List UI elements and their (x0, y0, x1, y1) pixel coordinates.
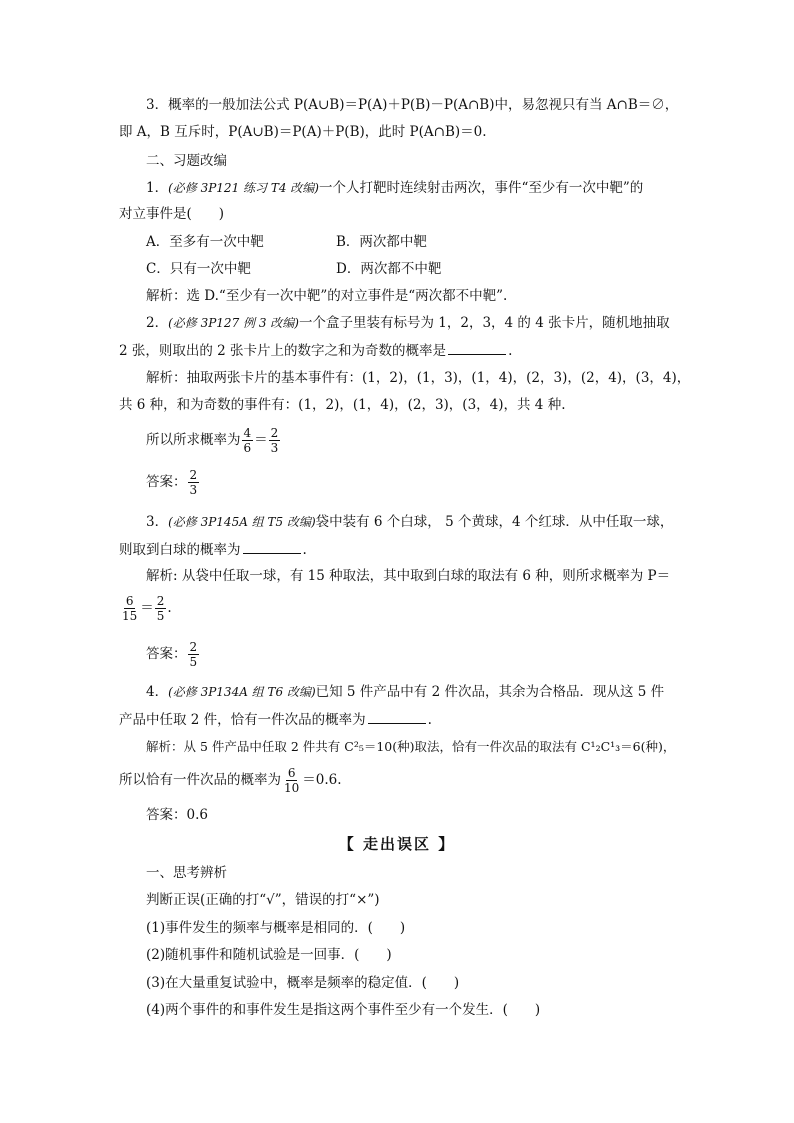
q4-source: (必修 3P134A 组 T6 改编) (168, 685, 316, 699)
q2-text2: 2 张，则取出的 2 张卡片上的数字之和为奇数的概率是 (119, 343, 447, 359)
q4-analysis-end: ＝0.6. (302, 772, 342, 788)
answer-label: 答案： (146, 474, 187, 490)
q4-line2 (119, 709, 432, 730)
q2-analysis-line2: 共 6 种，和为奇数的事件有：(1，2)，(1，4)，(2，3)，(3，4)，共 4 种. (119, 397, 566, 413)
q4-text1: 已知 5 件产品中有 2 件次品，其余为合格品．现从这 5 件 (315, 684, 665, 700)
numerator: 2 (156, 594, 165, 608)
denominator: 10 (284, 781, 300, 795)
q4-analysis-line2 (119, 766, 342, 795)
q2-source: (必修 3P127 例 3 改编) (168, 316, 299, 330)
q3-line1 (146, 512, 673, 532)
q3-source: (必修 3P145A 组 T5 改编) (168, 515, 316, 529)
answer-label: 答案： (146, 646, 187, 662)
numerator: 2 (270, 426, 279, 440)
q2-fraction-1 (242, 426, 254, 455)
q1-source: (必修 3P121 练习 T4 改编) (168, 181, 319, 195)
judge-intro: 判断正误(正确的打“√”，错误的打“×”) (146, 892, 380, 908)
q3-answer (146, 640, 200, 669)
q1-option-b: B．两次都中靶 (336, 234, 427, 250)
denominator: 3 (270, 441, 279, 455)
q4-analysis-line1: 解析：从 5 件产品中任取 2 件共有 C²₅＝10(种)取法，恰有一件次品的取法有 C¹₂C¹₃＝6(种)， (146, 739, 676, 754)
q2-prob-prefix: 所以所求概率为 (146, 432, 241, 448)
section2-title: 二、习题改编 (146, 153, 227, 169)
q4-text2-end: . (427, 712, 432, 728)
q2-probability (146, 426, 281, 455)
sec1-title: 一、思考辨析 (146, 865, 227, 881)
denominator: 3 (189, 483, 198, 497)
q4-line1 (146, 682, 664, 702)
q3-analysis-line2 (119, 594, 172, 623)
section-heading: 【 走出误区 】 (338, 835, 456, 853)
q3-text2: 则取到白球的概率为 (119, 542, 241, 558)
q3-line2 (119, 539, 307, 560)
p3-line2: 即 A，B 互斥时，P(A∪B)＝P(A)＋P(B)，此时 P(A∩B)＝0. (119, 124, 487, 140)
judge-item-1: (1)事件发生的频率与概率是相同的．( ) (146, 920, 406, 936)
q3-answer-fraction (188, 640, 200, 669)
q2-analysis-line1: 解析：抽取两张卡片的基本事件有：(1，2)，(1，3)，(1，4)，(2，3)，(2，4)，(3，4)， (146, 370, 691, 386)
q2-num: 2． (146, 315, 169, 331)
q2-answer (146, 468, 200, 497)
q3-fraction-1 (120, 594, 139, 623)
q3-analysis-line1: 解析: 从袋中任取一球，有 15 种取法，其中取到白球的取法有 6 种，则所求概率为 P＝ (146, 568, 671, 584)
q4-fraction (282, 766, 301, 795)
q2-line1 (146, 313, 670, 333)
q4-text2: 产品中任取 2 件，恰有一件次品的概率为 (119, 712, 366, 728)
denominator: 6 (243, 441, 252, 455)
p3-line1: 3．概率的一般加法公式 P(A∪B)＝P(A)＋P(B)－P(A∩B)中，易忽视只有当 A∩B＝∅， (146, 97, 679, 113)
q1-option-c: C．只有一次中靶 (146, 261, 251, 277)
judge-item-2: (2)随机事件和随机试验是一回事．( ) (146, 947, 392, 963)
q4-answer: 答案：0.6 (146, 807, 208, 823)
q3-num: 3． (146, 514, 169, 530)
numerator: 6 (287, 766, 296, 780)
q1-line1 (146, 178, 643, 198)
denominator: 5 (189, 655, 198, 669)
q2-text1: 一个盒子里装有标号为 1，2，3，4 的 4 张卡片，随机地抽取 (298, 315, 670, 331)
q3-answer-blank (243, 539, 301, 554)
q2-fraction-2 (269, 426, 281, 455)
judge-item-3: (3)在大量重复试验中，概率是频率的稳定值．( ) (146, 975, 460, 991)
denominator: 5 (156, 609, 165, 623)
q2-text2-end: . (508, 343, 513, 359)
numerator: 2 (189, 640, 198, 654)
q1-option-d: D．两次都不中靶 (336, 261, 442, 277)
q1-analysis: 解析：选 D.“至少有一次中靶”的对立事件是“两次都不中靶”. (146, 288, 508, 304)
numerator: 6 (125, 594, 134, 608)
q3-fraction-2 (155, 594, 167, 623)
numerator: 4 (243, 426, 252, 440)
q2-answer-fraction (188, 468, 200, 497)
q2-answer-blank (448, 340, 506, 355)
equals: ＝ (140, 600, 154, 616)
q1-option-a: A．至多有一次中靶 (146, 234, 264, 250)
q1-num: 1． (146, 180, 169, 196)
q4-num: 4． (146, 684, 169, 700)
q2-line2 (119, 340, 512, 361)
q3-text1: 袋中装有 6 个白球， 5 个黄球，4 个红球．从中任取一球， (315, 514, 674, 530)
denominator: 15 (122, 609, 138, 623)
q1-text1: 一个人打靶时连续射击两次，事件“至少有一次中靶”的 (318, 180, 644, 196)
q1-line2: 对立事件是( ) (119, 206, 225, 222)
judge-item-4: (4)两个事件的和事件发生是指这两个事件至少有一个发生．( ) (146, 1002, 541, 1018)
equals: ＝ (254, 432, 268, 448)
q4-analysis-prefix: 所以恰有一件次品的概率为 (119, 772, 281, 788)
q3-end: . (167, 600, 172, 616)
q4-answer-blank (368, 709, 426, 724)
numerator: 2 (189, 468, 198, 482)
q3-text2-end: . (302, 542, 307, 558)
